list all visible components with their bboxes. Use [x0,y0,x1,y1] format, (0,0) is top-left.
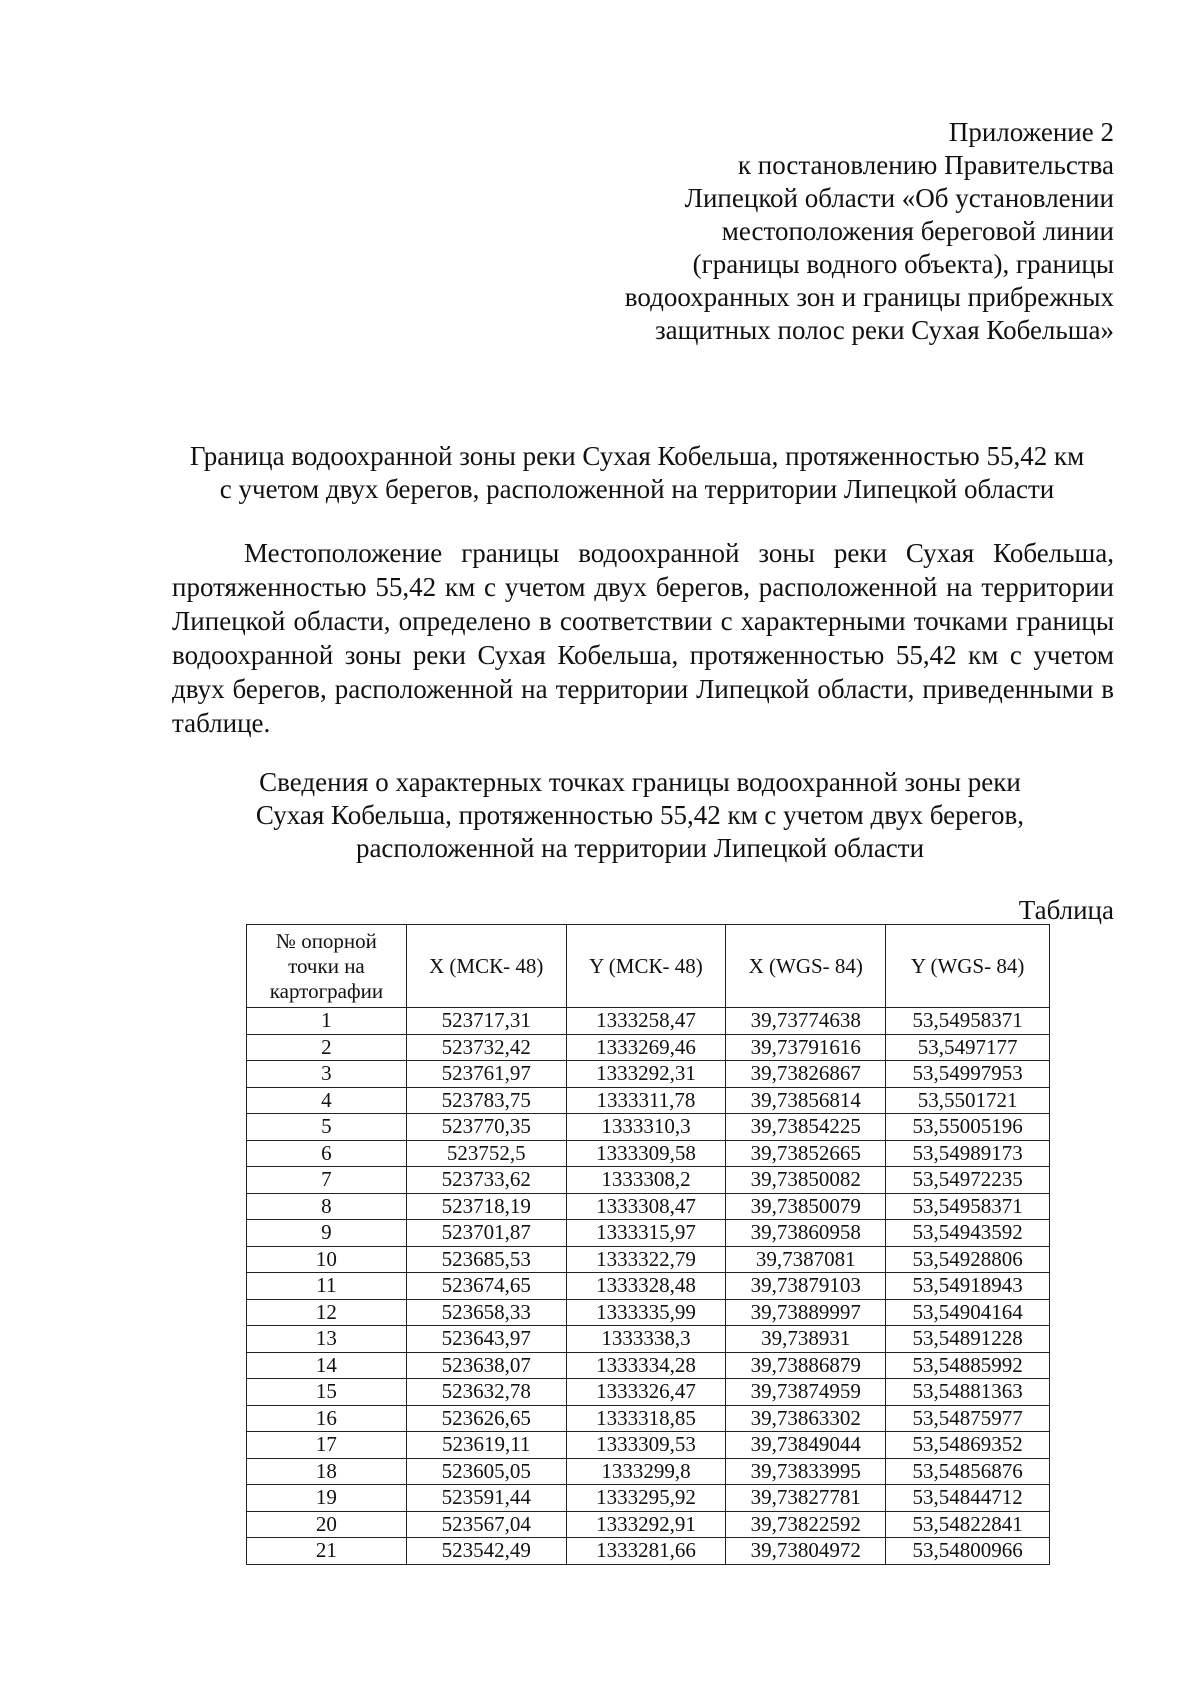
caption-line: расположенной на территории Липецкой области [355,833,925,863]
table-row [247,1193,1050,1220]
cell-x-wgs: 39,73804972 [726,1538,886,1565]
cell-x-wgs: 39,73827781 [726,1485,886,1512]
cell-x-msk: 523643,97 [406,1326,566,1353]
table-row [247,1405,1050,1432]
table-row [247,1167,1050,1194]
header-point-number [247,925,407,1008]
table-row [247,1114,1050,1141]
cell-point-number: 10 [247,1246,407,1273]
table-row [247,1008,1050,1035]
title-line: Граница водоохранной зоны реки Сухая Кобельша, протяженностью 55,42 км [189,441,1085,471]
cell-x-msk: 523701,87 [406,1220,566,1247]
cell-y-msk: 1333308,2 [566,1167,726,1194]
cell-y-msk: 1333334,28 [566,1352,726,1379]
cell-y-msk: 1333309,58 [566,1140,726,1167]
header-x-msk: X (МСК- 48) [406,925,566,1008]
cell-x-msk: 523658,33 [406,1299,566,1326]
cell-y-wgs: 53,54904164 [886,1299,1050,1326]
cell-x-msk: 523542,49 [406,1538,566,1565]
cell-y-msk: 1333328,48 [566,1273,726,1300]
cell-x-wgs: 39,73854225 [726,1114,886,1141]
appendix-header [554,116,1114,347]
cell-y-msk: 1333318,85 [566,1405,726,1432]
cell-y-msk: 1333292,31 [566,1061,726,1088]
cell-point-number: 8 [247,1193,407,1220]
cell-y-wgs: 53,54943592 [886,1220,1050,1247]
cell-x-wgs: 39,73849044 [726,1432,886,1459]
cell-x-msk: 523591,44 [406,1485,566,1512]
appendix-line: Приложение 2 [948,117,1114,147]
appendix-line: защитных полос реки Сухая Кобельша» [654,315,1114,345]
cell-x-msk: 523638,07 [406,1352,566,1379]
cell-x-wgs: 39,73826867 [726,1061,886,1088]
cell-x-wgs: 39,73791616 [726,1034,886,1061]
appendix-line: (границы водного объекта), границы [692,249,1114,279]
cell-point-number: 17 [247,1432,407,1459]
cell-y-msk: 1333338,3 [566,1326,726,1353]
header-point-line: № опорной [275,928,377,953]
cell-y-wgs: 53,54800966 [886,1538,1050,1565]
cell-point-number: 12 [247,1299,407,1326]
document-title [160,440,1114,506]
cell-x-wgs: 39,73822592 [726,1511,886,1538]
cell-y-wgs: 53,54844712 [886,1485,1050,1512]
cell-y-msk: 1333281,66 [566,1538,726,1565]
cell-x-msk: 523717,31 [406,1008,566,1035]
cell-point-number: 4 [247,1087,407,1114]
cell-x-wgs: 39,7387081 [726,1246,886,1273]
cell-point-number: 19 [247,1485,407,1512]
cell-x-msk: 523685,53 [406,1246,566,1273]
cell-y-wgs: 53,54856876 [886,1458,1050,1485]
header-y-msk: Y (МСК- 48) [566,925,726,1008]
table-row [247,1485,1050,1512]
cell-y-msk: 1333269,46 [566,1034,726,1061]
cell-y-wgs: 53,54869352 [886,1432,1050,1459]
cell-point-number: 5 [247,1114,407,1141]
cell-y-wgs: 53,54875977 [886,1405,1050,1432]
cell-point-number: 1 [247,1008,407,1035]
cell-x-msk: 523770,35 [406,1114,566,1141]
cell-point-number: 2 [247,1034,407,1061]
cell-point-number: 9 [247,1220,407,1247]
cell-y-msk: 1333308,47 [566,1193,726,1220]
caption-line: Сухая Кобельша, протяженностью 55,42 км с учетом двух берегов, [255,800,1025,830]
table-row [247,1458,1050,1485]
table-row [247,1140,1050,1167]
table-row [247,1511,1050,1538]
cell-x-msk: 523718,19 [406,1193,566,1220]
cell-point-number: 21 [247,1538,407,1565]
cell-point-number: 13 [247,1326,407,1353]
table-caption [200,766,1080,865]
table-row [247,1432,1050,1459]
cell-x-msk: 523632,78 [406,1379,566,1406]
cell-y-wgs: 53,54958371 [886,1008,1050,1035]
cell-x-wgs: 39,73863302 [726,1405,886,1432]
cell-x-msk: 523619,11 [406,1432,566,1459]
points-table-body [247,1008,1050,1565]
cell-y-wgs: 53,54885992 [886,1352,1050,1379]
table-row [247,1379,1050,1406]
cell-y-msk: 1333310,3 [566,1114,726,1141]
cell-point-number: 18 [247,1458,407,1485]
table-row [247,1326,1050,1353]
cell-x-msk: 523783,75 [406,1087,566,1114]
table-row [247,1273,1050,1300]
cell-y-wgs: 53,54918943 [886,1273,1050,1300]
cell-y-wgs: 53,54958371 [886,1193,1050,1220]
cell-y-msk: 1333335,99 [566,1299,726,1326]
cell-y-msk: 1333295,92 [566,1485,726,1512]
cell-y-msk: 1333326,47 [566,1379,726,1406]
cell-x-wgs: 39,73774638 [726,1008,886,1035]
cell-x-wgs: 39,73856814 [726,1087,886,1114]
cell-y-msk: 1333258,47 [566,1008,726,1035]
cell-x-msk: 523605,05 [406,1458,566,1485]
cell-point-number: 20 [247,1511,407,1538]
points-table [246,924,1050,1565]
cell-x-msk: 523752,5 [406,1140,566,1167]
cell-y-msk: 1333309,53 [566,1432,726,1459]
cell-y-wgs: 53,55005196 [886,1114,1050,1141]
cell-y-msk: 1333311,78 [566,1087,726,1114]
cell-x-msk: 523626,65 [406,1405,566,1432]
cell-y-msk: 1333315,97 [566,1220,726,1247]
header-y-wgs: Y (WGS- 84) [886,925,1050,1008]
table-row [247,1352,1050,1379]
cell-x-wgs: 39,73889997 [726,1299,886,1326]
title-line: с учетом двух берегов, расположенной на территории Липецкой области [219,474,1055,504]
cell-y-msk: 1333299,8 [566,1458,726,1485]
header-point-line: точки на [288,953,365,978]
cell-y-msk: 1333292,91 [566,1511,726,1538]
cell-y-wgs: 53,5501721 [886,1087,1050,1114]
cell-x-wgs: 39,73879103 [726,1273,886,1300]
cell-point-number: 16 [247,1405,407,1432]
cell-x-wgs: 39,73833995 [726,1458,886,1485]
cell-x-msk: 523761,97 [406,1061,566,1088]
cell-point-number: 7 [247,1167,407,1194]
cell-x-msk: 523733,62 [406,1167,566,1194]
appendix-line: водоохранных зон и границы прибрежных [624,282,1114,312]
cell-x-wgs: 39,73886879 [726,1352,886,1379]
cell-y-msk: 1333322,79 [566,1246,726,1273]
table-header-row [247,925,1050,1008]
table-row [247,1034,1050,1061]
cell-point-number: 11 [247,1273,407,1300]
cell-x-wgs: 39,738931 [726,1326,886,1353]
table-row [247,1246,1050,1273]
table-row [247,1220,1050,1247]
cell-point-number: 14 [247,1352,407,1379]
cell-x-wgs: 39,73850079 [726,1193,886,1220]
cell-y-wgs: 53,54928806 [886,1246,1050,1273]
caption-line: Сведения о характерных точках границы водоохранной зоны реки [259,767,1021,797]
cell-y-wgs: 53,54881363 [886,1379,1050,1406]
cell-y-wgs: 53,54891228 [886,1326,1050,1353]
appendix-line: местоположения береговой линии [721,216,1114,246]
header-point-line: картографии [269,978,384,1003]
cell-point-number: 6 [247,1140,407,1167]
cell-x-msk: 523732,42 [406,1034,566,1061]
cell-y-wgs: 53,54989173 [886,1140,1050,1167]
cell-x-msk: 523674,65 [406,1273,566,1300]
header-x-wgs: X (WGS- 84) [726,925,886,1008]
cell-point-number: 3 [247,1061,407,1088]
cell-x-wgs: 39,73850082 [726,1167,886,1194]
appendix-line: к постановлению Правительства [737,150,1114,180]
cell-y-wgs: 53,54972235 [886,1167,1050,1194]
table-row [247,1538,1050,1565]
table-row [247,1061,1050,1088]
cell-y-wgs: 53,54997953 [886,1061,1050,1088]
cell-x-wgs: 39,73852665 [726,1140,886,1167]
cell-y-wgs: 53,5497177 [886,1034,1050,1061]
cell-x-wgs: 39,73874959 [726,1379,886,1406]
cell-x-msk: 523567,04 [406,1511,566,1538]
table-row [247,1299,1050,1326]
table-row [247,1087,1050,1114]
cell-x-wgs: 39,73860958 [726,1220,886,1247]
table-label: Таблица [1018,895,1114,925]
cell-point-number: 15 [247,1379,407,1406]
appendix-line: Липецкой области «Об установлении [684,183,1114,213]
body-paragraph: Местоположение границы водоохранной зоны реки Сухая Кобельша, протяженностью 55,42 км с учетом двух берегов, расположенной на территории Липецкой области, определено в соответствии с характерными точками границы водоохранной зоны реки Сухая Кобельша, протяженностью 55,42 км с учетом двух берегов, расположенной на территории Липецкой области, приведенными в таблице. [172,538,1114,738]
cell-y-wgs: 53,54822841 [886,1511,1050,1538]
